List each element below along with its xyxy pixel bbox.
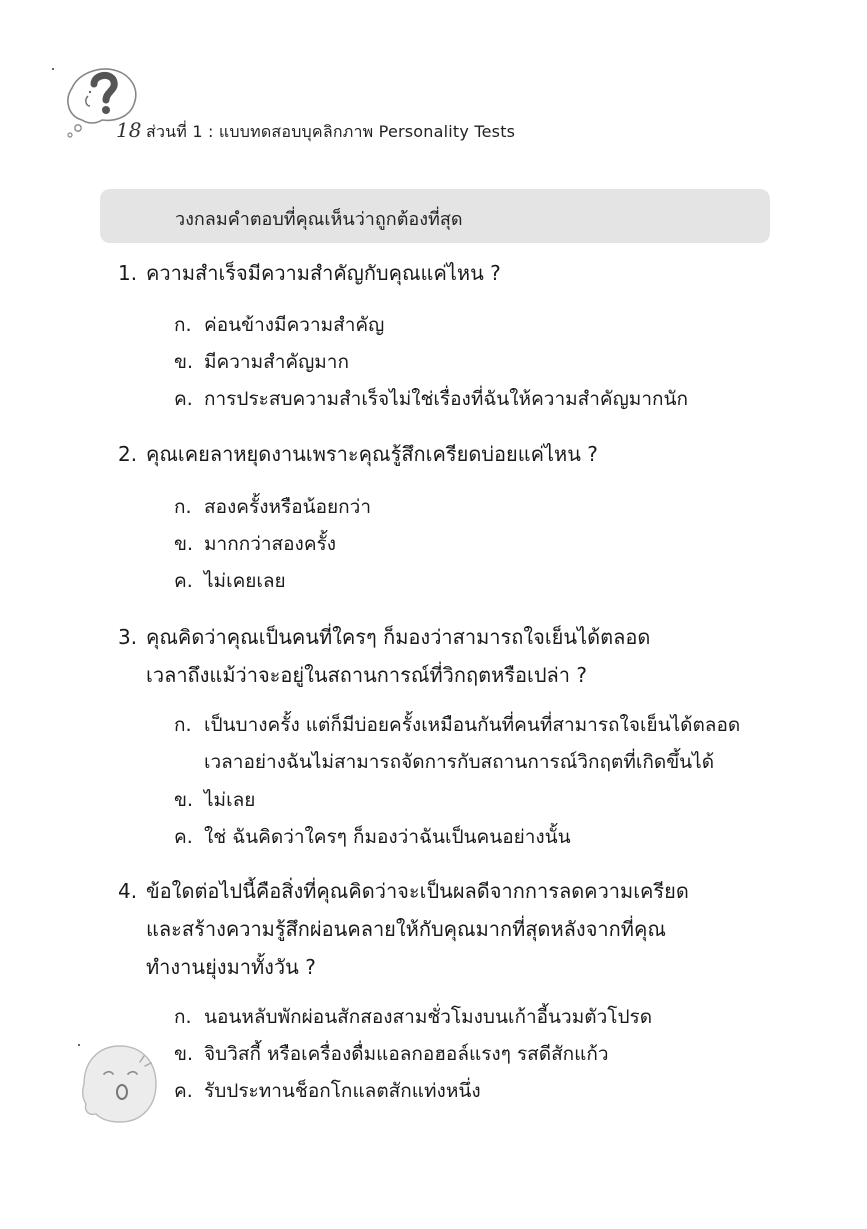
choice-label: ก. (174, 714, 192, 736)
choice-text: นอนหลับพักผ่อนสักสองสามชั่วโมงบนเก้าอี้นวมตัวโปรด (204, 1006, 653, 1028)
question-4-choice-c (174, 1073, 481, 1110)
question-2-choice-a (174, 489, 371, 526)
question-text: ความสำเร็จมีความสำคัญกับคุณแค่ไหน ? (146, 261, 501, 285)
choice-text: ไม่เลย (204, 789, 256, 811)
choice-label: ข. (174, 1043, 194, 1065)
choice-label: ก. (174, 1006, 192, 1028)
question-4 (118, 872, 689, 986)
choice-text-line-1: เป็นบางครั้ง แต่ก็มีบ่อยครั้งเหมือนกันที่คนที่สามารถใจเย็นได้ตลอด (204, 714, 741, 736)
page-number: 18 (116, 118, 142, 142)
question-1-choice-c (174, 381, 688, 418)
choice-label: ข. (174, 789, 194, 811)
question-4-choice-a (174, 999, 652, 1036)
question-4-choice-b (174, 1036, 609, 1073)
question-2-choice-b (174, 526, 336, 563)
choice-label: ค. (174, 826, 193, 848)
instruction-text: วงกลมคำตอบที่คุณเห็นว่าถูกต้องที่สุด (175, 209, 463, 230)
stray-mark (78, 1044, 80, 1046)
choice-text: รับประทานช็อกโกแลตสักแท่งหนึ่ง (204, 1080, 481, 1102)
choice-label: ข. (174, 351, 194, 373)
question-number: 3. (118, 625, 138, 649)
question-number: 1. (118, 261, 138, 285)
question-1-choice-b (174, 344, 349, 381)
surprised-face-icon (78, 1038, 162, 1130)
question-number: 4. (118, 879, 138, 903)
choice-text: จิบวิสกี้ หรือเครื่องดื่มแอลกอฮอล์แรงๆ รสดีสักแก้ว (204, 1043, 609, 1065)
choice-text: ใช่ ฉันคิดว่าใครๆ ก็มองว่าฉันเป็นคนอย่างนั้น (204, 826, 571, 848)
running-head: ส่วนที่ 1 : แบบทดสอบบุคลิกภาพ Personality Tests (146, 122, 516, 141)
question-3-choice-c (174, 819, 571, 856)
choice-text: การประสบความสำเร็จไม่ใช่เรื่องที่ฉันให้ความสำคัญมากนัก (204, 388, 688, 410)
choice-text: สองครั้งหรือน้อยกว่า (204, 496, 371, 518)
instruction-box (100, 189, 770, 243)
choice-text: ค่อนข้างมีความสำคัญ (204, 314, 385, 336)
stray-mark (52, 68, 54, 70)
choice-text-line-2: เวลาอย่างฉันไม่สามารถจัดการกับสถานการณ์วิกฤตที่เกิดขึ้นได้ (204, 751, 715, 773)
question-2 (118, 435, 598, 473)
question-3 (118, 618, 650, 694)
question-3-choice-b (174, 782, 255, 819)
choice-label: ก. (174, 496, 192, 518)
question-text-line-3: ทำงานยุ่งมาทั้งวัน ? (146, 955, 316, 979)
question-text-line-1: ข้อใดต่อไปนี้คือสิ่งที่คุณคิดว่าจะเป็นผลดีจากการลดความเครียด (146, 879, 689, 903)
question-2-choice-c (174, 563, 286, 600)
question-text-line-1: คุณคิดว่าคุณเป็นคนที่ใครๆ ก็มองว่าสามารถใจเย็นได้ตลอด (146, 625, 651, 649)
question-text-line-2: และสร้างความรู้สึกผ่อนคลายให้กับคุณมากที่สุดหลังจากที่คุณ (146, 917, 666, 941)
choice-text: มีความสำคัญมาก (204, 351, 349, 373)
question-number: 2. (118, 442, 138, 466)
question-1-choice-a (174, 307, 384, 344)
question-3-choice-a (174, 707, 740, 781)
choice-text: มากกว่าสองครั้ง (204, 533, 337, 555)
question-text: คุณเคยลาหยุดงานเพราะคุณรู้สึกเครียดบ่อยแค่ไหน ? (146, 442, 598, 466)
choice-label: ค. (174, 388, 193, 410)
choice-label: ค. (174, 570, 193, 592)
question-text-line-2: เวลาถึงแม้ว่าจะอยู่ในสถานการณ์ที่วิกฤตหรือเปล่า ? (146, 663, 587, 687)
choice-text: ไม่เคยเลย (204, 570, 286, 592)
choice-label: ข. (174, 533, 194, 555)
choice-label: ก. (174, 314, 192, 336)
choice-label: ค. (174, 1080, 193, 1102)
question-1 (118, 254, 501, 292)
